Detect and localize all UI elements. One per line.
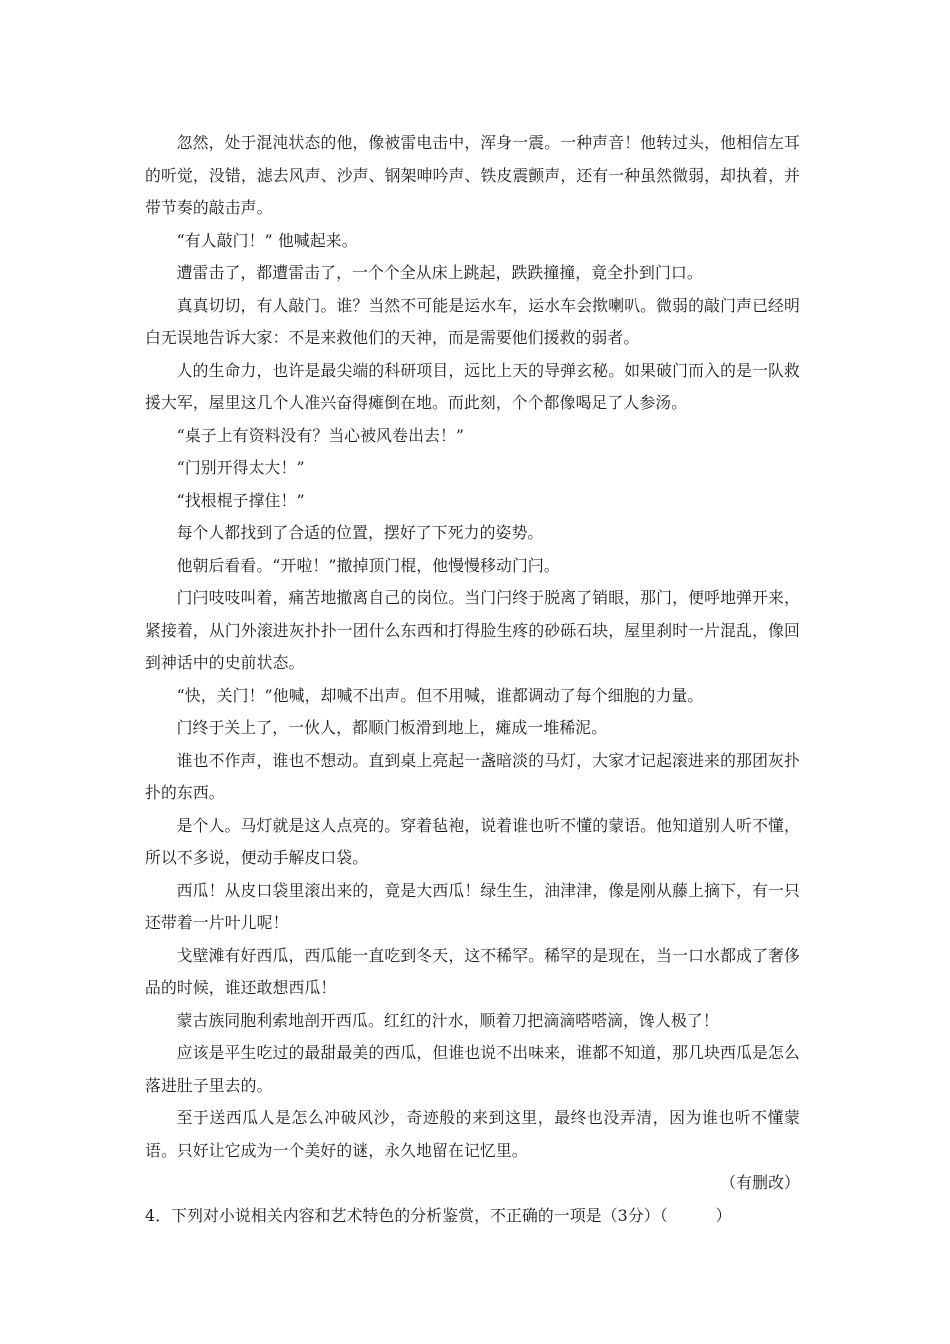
passage-paragraph: 是个人。马灯就是这人点亮的。穿着毡袍，说着谁也听不懂的蒙语。他知道别人听不懂，所以不多说，便动手解皮口袋。 [145,815,800,867]
passage-paragraph: 门终于关上了，一伙人，都顺门板滑到地上，瘫成一堆稀泥。 [176,718,608,737]
passage-paragraph: “快，关门！”他喊，却喊不出声。但不用喊，谁都调动了每个细胞的力量。 [176,685,704,705]
passage-paragraph: 谁也不作声，谁也不想动。直到桌上亮起一盏暗淡的马灯，大家才记起滚进来的那团灰扑扑的东西。 [145,750,800,802]
source-note: （有删改） [720,1173,800,1192]
passage-paragraph: 每个人都找到了合适的位置，摆好了下死力的姿势。 [176,523,544,542]
passage-paragraph: 忽然，处于混沌状态的他，像被雷电击中，浑身一震。一种声音！他转过头，他相信左耳的听觉，没错，滤去风声、沙声、钢架呻吟声、铁皮震颤声，还有一种虽然微弱，却执着，并带节奏的敲击声。 [145,133,800,217]
passage-paragraph: 他朝后看看。“开啦！”撤掉顶门棍，他慢慢移动门闩。 [176,555,560,575]
passage-paragraph: “桌子上有资料没有？当心被风卷出去！” [176,425,465,445]
passage-paragraph: “找根棍子撑住！” [176,490,305,510]
passage-paragraph: “门别开得太大！” [176,458,305,477]
passage-paragraph: 人的生命力，也许是最尖端的科研项目，远比上天的导弹玄秘。如果破门而入的是一队救援大军，屋里这几个人准兴奋得瘫倒在地。而此刻，个个都像喝足了人参汤。 [145,360,800,412]
passage-paragraph: 至于送西瓜人是怎么冲破风沙，奇迹般的来到这里，最终也没弄清，因为谁也听不懂蒙语。只好让它成为一个美好的谜，永久地留在记忆里。 [145,1108,800,1160]
passage-paragraph: “有人敲门！” 他喊起来。 [176,230,358,250]
question-4: 4．下列对小说相关内容和艺术特色的分析鉴赏，不正确的一项是（3分）（ ） [145,1205,732,1225]
passage-paragraph: 门闩吱吱叫着，痛苦地撤离自己的岗位。当门闩终于脱离了销眼，那门，便呼地弹开来，紧接着，从门外滚进灰扑扑一团什么东西和打得脸生疼的砂砾石块，屋里刹时一片混乱，像回到神话中的史前状态。 [145,588,800,672]
passage-paragraph: 应该是平生吃过的最甜最美的西瓜，但谁也说不出味来，谁都不知道，那几块西瓜是怎么落进肚子里去的。 [145,1043,800,1095]
reading-passage [145,127,800,1232]
passage-paragraph: 真真切切，有人敲门。谁？当然不可能是运水车，运水车会揿喇叭。微弱的敲门声已经明白无误地告诉大家：不是来救他们的天神，而是需要他们援救的弱者。 [145,295,800,347]
passage-paragraph: 蒙古族同胞利索地剖开西瓜。红红的汁水，顺着刀把滴滴嗒嗒滴，馋人极了！ [176,1010,719,1030]
passage-paragraph: 戈壁滩有好西瓜，西瓜能一直吃到冬天，这不稀罕。稀罕的是现在，当一口水都成了奢侈品的时候，谁还敢想西瓜！ [145,945,800,997]
passage-paragraph: 遭雷击了，都遭雷击了，一个个全从床上跳起，跌跌撞撞，竟全扑到门口。 [176,263,703,282]
passage-paragraph: 西瓜！从皮口袋里滚出来的，竟是大西瓜！绿生生，油津津，像是刚从藤上摘下，有一只还带着一片叶儿呢！ [145,880,800,932]
